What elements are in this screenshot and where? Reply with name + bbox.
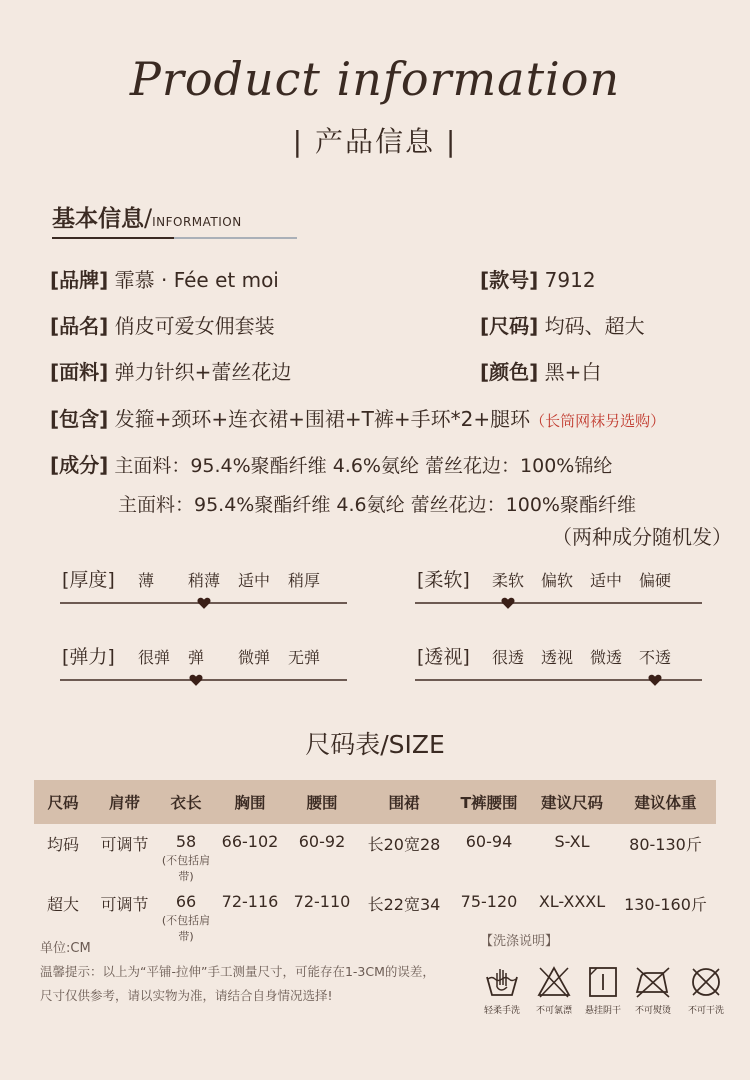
slider-option: 很弹 — [138, 648, 171, 667]
table-header: 肩带 — [92, 780, 157, 824]
table-cell: 75-120 — [460, 892, 518, 911]
slider-label: [厚度] — [62, 569, 115, 591]
include-note: （长筒网袜另选购） — [530, 412, 666, 430]
table-cell: XL-XXXL — [538, 892, 606, 911]
fabric-row — [50, 356, 291, 385]
no-bleach-icon — [536, 965, 572, 999]
care-no-dry-clean — [678, 965, 734, 1016]
brand-row — [50, 264, 279, 293]
name-key: [品名] — [50, 314, 109, 338]
length-note: (不包括肩带) — [161, 854, 211, 883]
include-row — [50, 403, 665, 432]
table-cell — [157, 884, 215, 944]
composition-line-2: 主面料：95.4%聚酯纤维 4.6氨纶 蕾丝花边：100%聚酯纤维 — [118, 494, 636, 516]
table-header: T裤腰围 — [449, 780, 529, 824]
size-table-title: 尺码表/SIZE — [305, 730, 445, 759]
table-cell: 可调节 — [100, 895, 149, 914]
care-title: 【洗涤说明】 — [480, 934, 559, 949]
script-title: Product information — [129, 52, 621, 106]
slider-option: 稍厚 — [288, 571, 321, 590]
slider-option: 适中 — [590, 571, 623, 590]
slider-label: [柔软] — [417, 569, 470, 591]
composition-note: （两种成分随机发） — [552, 525, 732, 549]
fabric-value: 弹力针织+蕾丝花边 — [108, 360, 292, 384]
style-key: [款号] — [480, 268, 539, 292]
slider-option: 无弹 — [288, 648, 321, 667]
care-no-iron — [625, 965, 681, 1016]
slider-option: 弹 — [188, 648, 205, 667]
name-row — [50, 310, 275, 339]
divider — [174, 237, 297, 239]
table-cell: 60-94 — [465, 832, 513, 851]
table-cell-value: 66 — [175, 892, 197, 911]
section-heading — [52, 200, 242, 233]
slider-option: 柔软 — [492, 571, 525, 590]
slider-label: [透视] — [417, 646, 470, 668]
heart-marker-icon — [197, 596, 211, 610]
no-dry-clean-icon — [688, 965, 724, 999]
heart-marker-icon — [189, 673, 203, 687]
composition-key: [成分] — [50, 453, 109, 477]
style-value: 7912 — [538, 268, 596, 292]
table-cell: 80-130斤 — [629, 835, 702, 854]
table-cell: 超大 — [46, 895, 79, 914]
care-label: 悬挂阴干 — [584, 1006, 621, 1016]
table-header: 尺码 — [34, 780, 92, 824]
composition-row — [50, 449, 612, 478]
care-hand-wash — [474, 965, 530, 1016]
hang-dry-shade-icon — [585, 965, 621, 999]
page-title: | 产品信息 | — [292, 125, 458, 158]
slider-option: 薄 — [138, 571, 155, 590]
table-cell: 72-110 — [293, 892, 351, 911]
section-heading-cn: 基本信息 — [52, 206, 144, 232]
tip-line-1: 温馨提示：以上为“平铺-拉伸”手工测量尺寸，可能存在1-3CM的误差， — [40, 964, 435, 979]
slider-option: 偏软 — [541, 571, 574, 590]
table-header: 衣长 — [157, 780, 215, 824]
table-header: 建议体重 — [615, 780, 716, 824]
color-row — [480, 356, 601, 385]
care-no-bleach — [526, 965, 582, 1016]
hand-wash-icon — [484, 965, 520, 999]
heart-marker-icon — [501, 596, 515, 610]
slider-option: 微弹 — [238, 648, 271, 667]
section-heading-en: INFORMATION — [152, 215, 242, 229]
include-value: 发箍+颈环+连衣裙+围裙+T裤+手环*2+腿环 — [108, 407, 531, 431]
size-key: [尺码] — [480, 314, 539, 338]
table-cell: 可调节 — [100, 835, 149, 854]
table-row — [34, 884, 716, 944]
table-cell — [157, 824, 215, 884]
slider-track — [60, 679, 347, 681]
care-label: 不可干洗 — [687, 1006, 724, 1016]
slider-label: [弹力] — [62, 646, 115, 668]
table-cell: 130-160斤 — [624, 895, 707, 914]
care-label: 轻柔手洗 — [483, 1006, 520, 1016]
care-label: 不可氯漂 — [535, 1006, 572, 1016]
section-heading-slash: / — [144, 204, 153, 232]
table-cell: 长20宽28 — [367, 835, 441, 854]
table-cell: S-XL — [554, 832, 590, 851]
color-value: 黑+白 — [538, 360, 602, 384]
slider-option: 不透 — [639, 648, 672, 667]
slider-track — [415, 602, 702, 604]
care-label: 不可熨烫 — [634, 1006, 671, 1016]
tip-line-2: 尺寸仅供参考，请以实物为准，请结合自身情况选择! — [40, 988, 333, 1003]
slider-option: 透视 — [541, 648, 574, 667]
color-key: [颜色] — [480, 360, 539, 384]
slider-option: 偏硬 — [639, 571, 672, 590]
table-header: 围裙 — [359, 780, 449, 824]
table-header: 建议尺码 — [529, 780, 615, 824]
length-note: (不包括肩带) — [161, 914, 211, 943]
size-value: 均码、超大 — [538, 314, 645, 338]
slider-option: 微透 — [590, 648, 623, 667]
unit-label: 单位:CM — [40, 941, 91, 956]
table-cell: 60-92 — [298, 832, 346, 851]
table-cell: 72-116 — [221, 892, 279, 911]
table-cell-value: 58 — [175, 832, 197, 851]
table-cell: 66-102 — [221, 832, 279, 851]
brand-value: 霏慕 · Fée et moi — [108, 268, 279, 292]
divider — [52, 237, 174, 239]
size-table-header-row — [34, 780, 716, 824]
size-table — [34, 780, 716, 944]
size-row — [480, 310, 645, 339]
style-row — [480, 264, 596, 293]
brand-key: [品牌] — [50, 268, 109, 292]
table-header: 胸围 — [215, 780, 285, 824]
slider-option: 适中 — [238, 571, 271, 590]
table-cell: 长22宽34 — [367, 895, 441, 914]
table-header: 腰围 — [285, 780, 359, 824]
composition-line-1: 主面料：95.4%聚酯纤维 4.6%氨纶 蕾丝花边：100%锦纶 — [108, 455, 613, 477]
table-cell: 均码 — [46, 835, 79, 854]
slider-option: 很透 — [492, 648, 525, 667]
include-key: [包含] — [50, 407, 109, 431]
care-hang-dry — [575, 965, 631, 1016]
slider-option: 稍薄 — [188, 571, 221, 590]
name-value: 俏皮可爱女佣套装 — [108, 314, 275, 338]
no-iron-icon — [633, 965, 673, 999]
heart-marker-icon — [648, 673, 662, 687]
table-row — [34, 824, 716, 884]
fabric-key: [面料] — [50, 360, 109, 384]
